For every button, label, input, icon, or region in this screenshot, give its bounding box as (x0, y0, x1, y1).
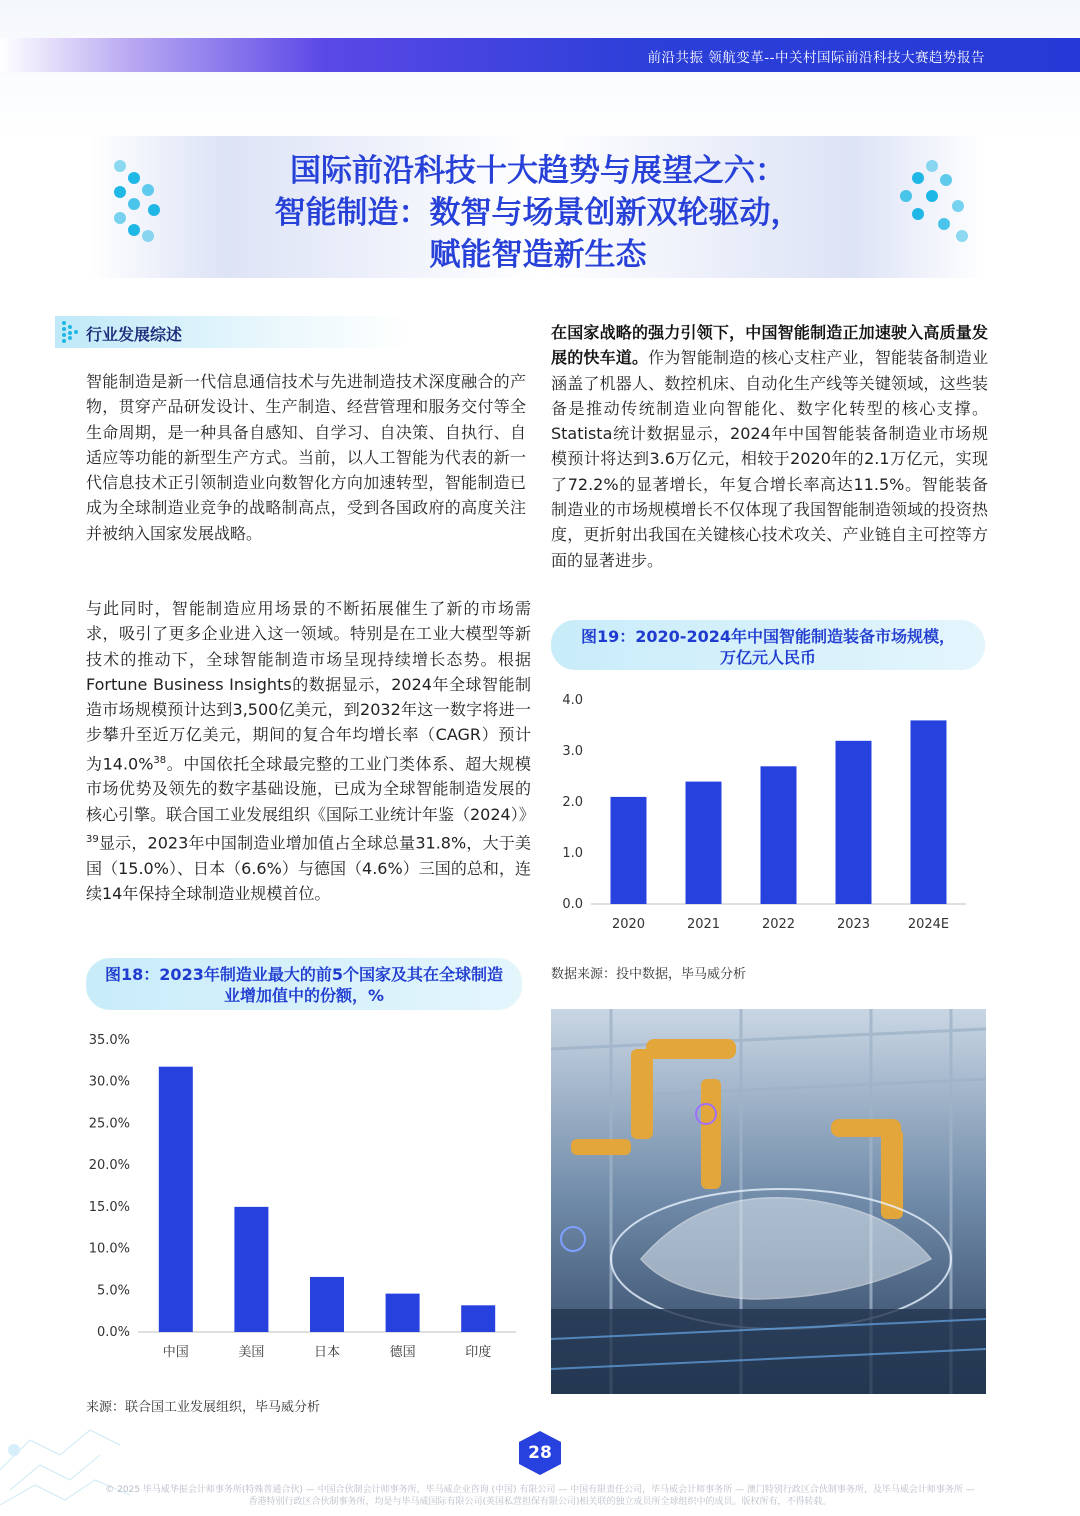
paragraph-text: 与此同时，智能制造应用场景的不断拓展催生了新的市场需求，吸引了更多企业进入这一领域。特别是在工业大模型等新技术的推动下，全球智能制造市场呈现持续增长态势。根据Fortune Business Insights的数据显示，2024年全球智能制造市场规模预计达到3,500亿美元，到2032年这一数字将进一步攀升至近万亿美元，期间的复合年均增长率（CAGR）预计为14.0% (86, 599, 531, 774)
paragraph-text: 显示，2023年中国制造业增加值占全球总量31.8%，大于美国（15.0%）、日本（6.6%）与德国（4.6%）三国的总和，连续14年保持全球制造业规模首位。 (86, 833, 531, 903)
bar-2021 (686, 782, 722, 904)
y-tick-label: 30.0% (88, 1074, 130, 1090)
x-tick-label: 2022 (761, 917, 796, 932)
section-title: 行业发展综述 (86, 325, 183, 344)
bar-2023 (836, 741, 872, 904)
y-tick-label: 0.0 (562, 897, 583, 912)
y-tick-label: 35.0% (88, 1033, 130, 1048)
y-tick-label: 5.0% (96, 1283, 130, 1299)
footer-copyright (30, 1484, 1050, 1508)
y-tick-label: 1.0 (562, 846, 583, 861)
caption-line: 万亿元人民币 (719, 648, 816, 667)
paragraph-text: 。中国依托全球最完整的工业门类体系、超大规模市场优势及领先的数字基础设施，已成为全球智能制造发展的核心引擎。联合国工业发展组织《国际工业统计年鉴（2024）》 (86, 754, 535, 824)
figure-19-bar-chart (551, 680, 986, 940)
x-tick-label: 日本 (313, 1345, 341, 1360)
paragraph-intro: 智能制造是新一代信息通信技术与先进制造技术深度融合的产物，贯穿产品研发设计、生产制造、经营管理和服务交付等全生命周期，是一种具备自感知、自学习、自决策、自执行、自适应等功能的新型生产方式。当前，以人工智能为代表的新一代信息技术正引领制造业向数智化方向加速转型，智能制造已成为全球制造业竞争的战略制高点，受到各国政府的高度关注并被纳入国家发展战略。 (86, 372, 526, 543)
y-tick-label: 25.0% (88, 1116, 130, 1132)
x-tick-label: 2020 (611, 917, 646, 932)
y-tick-label: 3.0 (562, 744, 583, 759)
y-tick-label: 4.0 (562, 693, 583, 708)
footer-line: 香港特别行政区合伙制事务所，均是与毕马威国际有限公司(英国私营担保有限公司)相关联的独立成员所全球组织中的成员。版权所有，不得转载。 (248, 1497, 832, 1507)
page-title-line-3: 赋能智造新生态 (429, 237, 647, 273)
figure-18-source: 来源：联合国工业发展组织，毕马威分析 (86, 1400, 321, 1415)
bar-印度 (461, 1305, 495, 1332)
bar-日本 (310, 1277, 344, 1332)
x-tick-label: 德国 (389, 1345, 416, 1360)
figure-18-bar-chart (86, 1020, 526, 1380)
bar-2020 (611, 797, 647, 904)
x-tick-label: 印度 (465, 1345, 492, 1360)
running-header: 前沿共振 领航变革--中关村国际前沿科技大赛趋势报告 (647, 50, 985, 66)
bar-美国 (234, 1207, 268, 1332)
y-tick-label: 15.0% (88, 1199, 130, 1215)
page-number: 28 (528, 1443, 552, 1463)
page-title-line-2: 智能制造：数智与场景创新双轮驱动， (274, 195, 802, 231)
bar-2024E (911, 720, 947, 904)
x-tick-label: 美国 (238, 1345, 265, 1360)
paragraph-lead: 在国家战略的强力引领下，中国智能制造正加速驶入高质量发展的快车道。 (551, 323, 988, 368)
figure-19-caption (551, 620, 985, 670)
caption-line: 图18：2023年制造业最大的前5个国家及其在全球制造 (105, 965, 503, 984)
chevron-dots-icon (60, 320, 82, 344)
footnote-ref[interactable]: 38 (153, 754, 167, 766)
factory-robot-photo (551, 1009, 986, 1394)
y-tick-label: 2.0 (562, 795, 583, 810)
footer-line: © 2025 毕马威华振会计师事务所(特殊普通合伙) — 中国合伙制会计师事务所，毕马威企业咨询 (中国) 有限公司 — 中国有限责任公司，毕马威会计师事务所 — 澳门特别行政区合伙制事务所，及毕马威会计师事务所 — (105, 1485, 975, 1495)
y-tick-label: 0.0% (96, 1325, 130, 1340)
caption-line: 业增加值中的份额，% (223, 986, 385, 1005)
bar-中国 (159, 1067, 193, 1332)
footnote-ref[interactable]: 39 (86, 834, 99, 845)
x-tick-label: 2023 (836, 917, 871, 932)
x-tick-label: 2021 (686, 917, 721, 932)
x-tick-label: 2024E (907, 917, 950, 932)
figure-18-caption (86, 958, 522, 1010)
page-title-line-1: 国际前沿科技十大趋势与展望之六： (290, 153, 786, 189)
y-tick-label: 10.0% (88, 1241, 130, 1257)
paragraph-text: 作为智能制造的核心支柱产业，智能装备制造业涵盖了机器人、数控机床、自动化生产线等关键领域，这些装备是推动传统制造业向智能化、数字化转型的核心支撑。Statista统计数据显示，2024年中国智能装备制造业市场规模预计将达到3.6万亿元，相较于2020年的2.1万亿元，实现了72.2%的显著增长，年复合增长率高达11.5%。智能装备制造业的市场规模增长不仅体现了我国智能制造领域的投资热度，更折射出我国在关键核心技术攻关、产业链自主可控等方面的显著进步。 (551, 348, 988, 570)
bar-2022 (761, 766, 797, 904)
caption-line: 图19：2020-2024年中国智能制造装备市场规模， (581, 627, 955, 646)
paragraph-market (86, 596, 535, 906)
bar-德国 (386, 1294, 420, 1332)
x-tick-label: 中国 (162, 1345, 189, 1360)
y-tick-label: 20.0% (88, 1158, 130, 1174)
paragraph-china-strategy (551, 320, 988, 573)
figure-19-source: 数据来源：投中数据，毕马威分析 (551, 967, 747, 982)
